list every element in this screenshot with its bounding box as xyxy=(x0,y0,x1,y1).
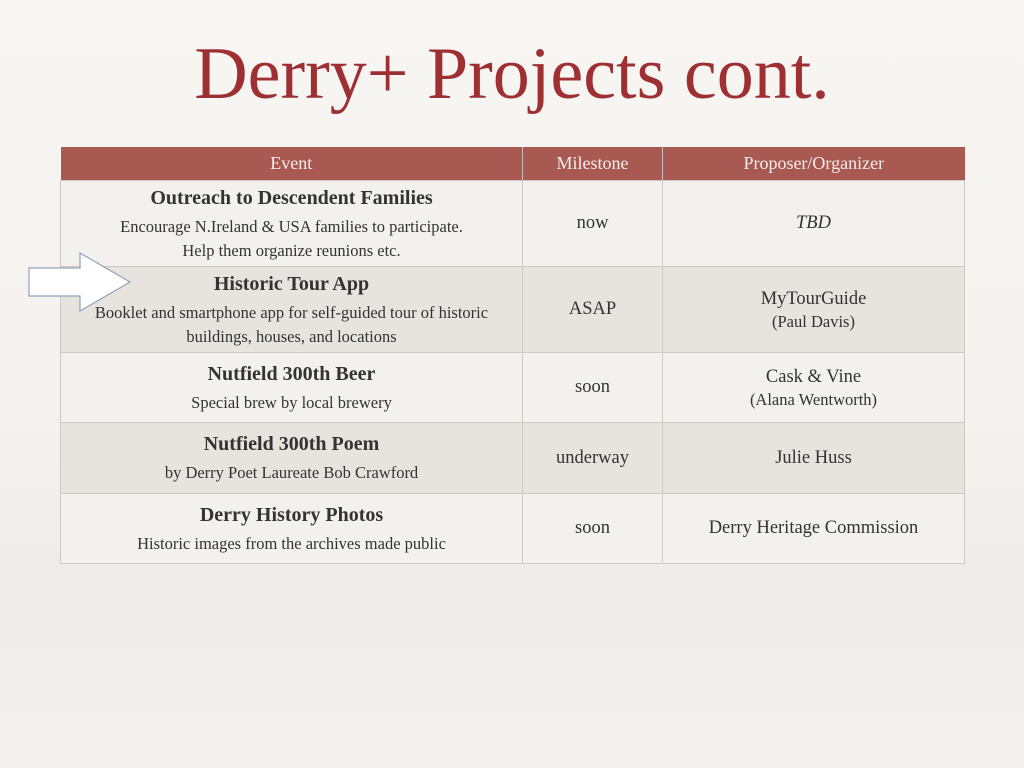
header-proposer: Proposer/Organizer xyxy=(663,147,965,181)
proposer-name: TBD xyxy=(796,213,831,234)
milestone-cell: now xyxy=(523,181,663,267)
event-description: Special brew by local brewery xyxy=(191,392,392,412)
table-header-row xyxy=(61,147,965,181)
milestone-cell: soon xyxy=(523,494,663,564)
right-arrow-icon xyxy=(28,252,132,312)
event-title: Nutfield 300th Poem xyxy=(203,433,380,456)
table-row xyxy=(61,267,965,353)
event-title: Derry History Photos xyxy=(199,503,384,526)
event-cell xyxy=(61,423,523,494)
proposer-name: Julie Huss xyxy=(775,447,852,468)
event-description: Booklet and smartphone app for self-guided tour of historic xyxy=(94,303,489,323)
event-description: buildings, houses, and locations xyxy=(186,326,397,346)
proposer-cell xyxy=(663,494,965,564)
proposer-name: Cask & Vine xyxy=(765,366,862,387)
event-cell xyxy=(61,353,523,423)
event-title: Historic Tour App xyxy=(213,273,370,296)
proposer-cell xyxy=(663,353,965,423)
table-row xyxy=(61,494,965,564)
proposer-cell xyxy=(663,267,965,353)
table-row xyxy=(61,423,965,494)
slide-title: Derry+ Projects cont. xyxy=(194,33,830,115)
proposer-name: MyTourGuide xyxy=(760,288,867,309)
proposer-cell xyxy=(663,423,965,494)
event-cell xyxy=(61,494,523,564)
proposer-cell xyxy=(663,181,965,267)
projects-table xyxy=(60,147,965,564)
event-description: Help them organize reunions etc. xyxy=(182,240,401,260)
event-description: by Derry Poet Laureate Bob Crawford xyxy=(164,463,419,483)
proposer-contact: (Paul Davis) xyxy=(772,311,855,331)
event-description: Historic images from the archives made public xyxy=(137,533,446,553)
proposer-contact: (Alana Wentworth) xyxy=(749,389,878,409)
proposer-name: Derry Heritage Commission xyxy=(708,518,919,539)
event-description: Encourage N.Ireland & USA families to participate. xyxy=(120,217,463,237)
milestone-cell: soon xyxy=(523,353,663,423)
table-row xyxy=(61,353,965,423)
milestone-cell: underway xyxy=(523,423,663,494)
event-title: Nutfield 300th Beer xyxy=(207,362,376,385)
event-title: Outreach to Descendent Families xyxy=(150,187,433,210)
header-event: Event xyxy=(61,147,523,181)
header-milestone: Milestone xyxy=(523,147,663,181)
table-row xyxy=(61,181,965,267)
milestone-cell: ASAP xyxy=(523,267,663,353)
